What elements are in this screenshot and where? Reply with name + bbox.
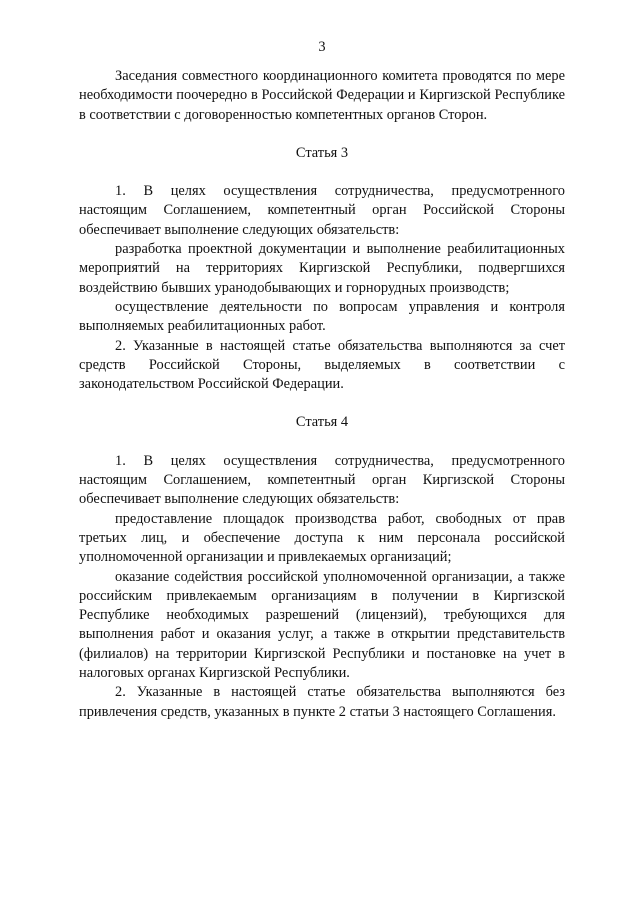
- article-3-paragraph-1: 1. В целях осуществления сотрудничества, предусмотренного настоящим Соглашением, компетентный орган Российской Стороны обеспечивает выполнение следующих обязательств:: [79, 183, 565, 238]
- article-3-heading: Статья 3: [295, 144, 349, 161]
- document-page: [79, 38, 565, 722]
- article-3-item-1: разработка проектной документации и выполнение реабилитационных мероприятий на территориях Киргизской Республики, подвергшихся воздействию бывших уранодобывающих и горнорудных производств;: [79, 241, 565, 296]
- article-4-heading: Статья 4: [295, 414, 349, 431]
- article-3-paragraph-2: 2. Указанные в настоящей статье обязательства выполняются за счет средств Российской Стороны, выделяемых в соответствии с законодательством Российской Федерации.: [79, 337, 565, 393]
- article-4-item-2: оказание содействия российской уполномоченной организации, а также российским привлекаемым организациям в получении в Киргизской Республике необходимых разрешений (лицензий), требующихся для выполнения работ и оказания услуг, а также в открытии представительств (филиалов) на территории Киргизской Республики и постановке на учет в налоговых органах Киргизской Республики.: [79, 568, 565, 682]
- article-4-item-1: предоставление площадок производства работ, свободных от прав третьих лиц, и обеспечение доступа к ним персонала российской уполномоченной организации и привлекаемых организаций;: [79, 510, 565, 566]
- intro-paragraph: Заседания совместного координационного комитета проводятся по мере необходимости поочередно в Российской Федерации и Киргизской Республике в соответствии с договоренностью компетентных органов Сторон.: [79, 68, 565, 123]
- article-3-item-2: осуществление деятельности по вопросам управления и контроля выполняемых реабилитационных работ.: [79, 298, 565, 335]
- page-number: 3: [318, 39, 326, 55]
- article-4-paragraph-1: 1. В целях осуществления сотрудничества, предусмотренного настоящим Соглашением, компетентный орган Киргизской Стороны обеспечивает выполнение следующих обязательств:: [79, 452, 565, 508]
- article-4-paragraph-2: 2. Указанные в настоящей статье обязательства выполняются без привлечения средств, указанных в пункте 2 статьи 3 настоящего Соглашения.: [79, 684, 565, 720]
